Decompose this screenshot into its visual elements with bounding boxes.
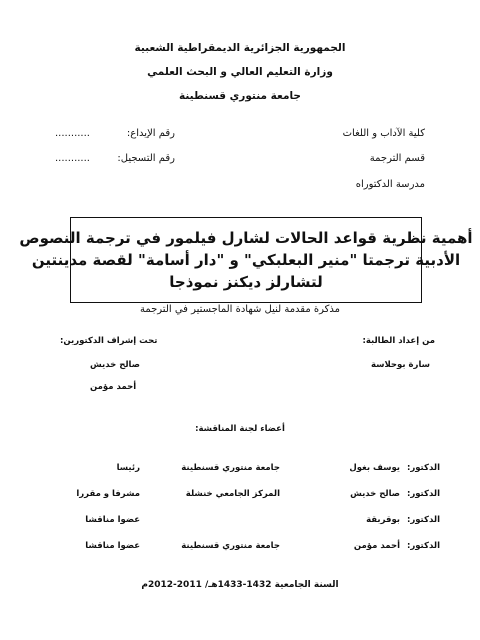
member-name: أحمد مؤمن xyxy=(353,541,400,551)
member-title: الدكتور: xyxy=(406,489,440,499)
thesis-title-line-2: الأدبية ترجمتا "منير البعلبكي" و "دار أسامة" لقصة مدينتين xyxy=(31,251,461,269)
member-institution: جامعة منتوري قسنطينة xyxy=(181,541,280,551)
committee-member-row xyxy=(60,489,440,505)
supervisor-1-name: صالح خديش xyxy=(90,360,140,370)
committee-label: أعضاء لجنة المناقشة: xyxy=(195,424,285,434)
university-header: جامعة منتوري قسنطينة xyxy=(179,90,301,102)
faculty-label: كلية الآداب و اللغات xyxy=(342,128,425,139)
registration-number-value: ........... xyxy=(55,153,90,164)
academic-year: السنة الجامعية 1432-1433هـ/ 2011-2012م xyxy=(141,580,339,590)
student-name: سارة بوحلاسة xyxy=(370,360,430,370)
committee-member-row xyxy=(60,541,440,557)
member-title: الدكتور: xyxy=(406,541,440,551)
member-institution: المركز الجامعي خنشلة xyxy=(185,489,280,499)
member-role: عضوا مناقشا xyxy=(85,541,140,551)
thesis-subtitle: مذكرة مقدمة لنيل شهادة الماجستير في الترجمة xyxy=(139,304,341,315)
supervision-label: تحت إشراف الدكتورين: xyxy=(60,336,158,346)
member-title: الدكتور: xyxy=(406,515,440,525)
member-name: بوقربقة xyxy=(366,515,400,525)
department-label: قسم الترجمة xyxy=(369,153,425,164)
supervisor-2-name: أحمد مؤمن xyxy=(90,382,137,392)
registration-number-label: رقم التسجيل: xyxy=(117,153,175,164)
ministry-header: وزارة التعليم العالي و البحث العلمي xyxy=(147,66,333,78)
prepared-by-label: من إعداد الطالبة: xyxy=(362,336,435,346)
thesis-title-line-3: لتشارلز ديكنز نموذجا xyxy=(169,273,323,291)
deposit-number-label: رقم الإيداع: xyxy=(126,128,175,139)
member-institution: جامعة منتوري قسنطينة xyxy=(181,463,280,473)
member-name: يوسف بغول xyxy=(349,463,400,473)
committee-member-row xyxy=(60,463,440,479)
member-name: صالح خديش xyxy=(350,489,400,499)
thesis-title-box xyxy=(19,217,473,303)
committee-member-row xyxy=(60,515,440,531)
member-role: رئيسا xyxy=(116,463,140,473)
deposit-number-value: ........... xyxy=(55,128,90,139)
member-title: الدكتور: xyxy=(406,463,440,473)
thesis-title-line-1: أهمية نظرية قواعد الحالات لشارل فيلمور في ترجمة النصوص xyxy=(19,229,473,247)
member-role: مشرفا و مقررا xyxy=(76,489,140,499)
member-role: عضوا مناقشا xyxy=(85,515,140,525)
school-label: مدرسة الدكتوراه xyxy=(355,179,425,190)
republic-header: الجمهورية الجزائرية الديمقراطية الشعبية xyxy=(134,42,346,54)
